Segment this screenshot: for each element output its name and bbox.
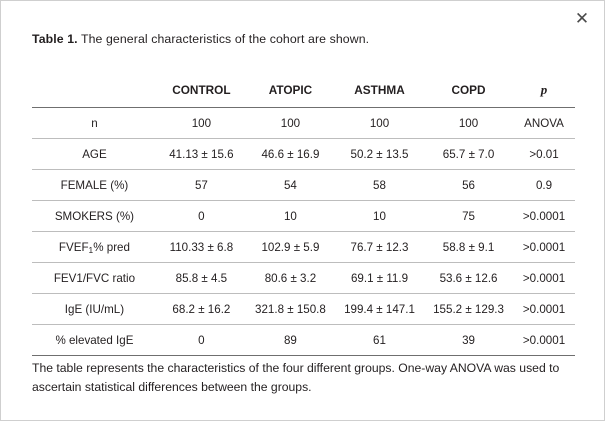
cell-atopic: 100 (246, 108, 335, 139)
table-row (32, 294, 575, 325)
cell-asthma: 76.7 ± 12.3 (335, 232, 424, 263)
table-row (32, 201, 575, 232)
cell-copd: 100 (424, 108, 513, 139)
cell-copd: 75 (424, 201, 513, 232)
column-header-p: p (513, 73, 575, 108)
row-label: % elevated IgE (32, 325, 157, 356)
row-label-post: % pred (93, 240, 130, 254)
cell-control: 57 (157, 170, 246, 201)
row-label (32, 232, 157, 263)
cell-atopic: 46.6 ± 16.9 (246, 139, 335, 170)
row-label: AGE (32, 139, 157, 170)
cell-atopic: 54 (246, 170, 335, 201)
close-icon[interactable]: ✕ (574, 9, 590, 28)
cell-asthma: 69.1 ± 11.9 (335, 263, 424, 294)
cell-copd: 53.6 ± 12.6 (424, 263, 513, 294)
cell-atopic: 89 (246, 325, 335, 356)
cell-atopic: 321.8 ± 150.8 (246, 294, 335, 325)
cell-asthma: 50.2 ± 13.5 (335, 139, 424, 170)
table-row (32, 325, 575, 356)
cell-copd: 39 (424, 325, 513, 356)
cell-atopic: 80.6 ± 3.2 (246, 263, 335, 294)
cell-control: 85.8 ± 4.5 (157, 263, 246, 294)
cell-copd: 155.2 ± 129.3 (424, 294, 513, 325)
characteristics-table (32, 73, 575, 356)
row-label: IgE (IU/mL) (32, 294, 157, 325)
table-caption-text: The general characteristics of the cohort are shown. (77, 32, 370, 46)
cell-control: 68.2 ± 16.2 (157, 294, 246, 325)
row-label: FEMALE (%) (32, 170, 157, 201)
characteristics-table-wrapper (32, 73, 575, 356)
cell-asthma: 58 (335, 170, 424, 201)
cell-copd: 65.7 ± 7.0 (424, 139, 513, 170)
row-label: n (32, 108, 157, 139)
cell-copd: 58.8 ± 9.1 (424, 232, 513, 263)
cell-atopic: 10 (246, 201, 335, 232)
column-header-atopic: ATOPIC (246, 73, 335, 108)
row-label-subscript: 1 (88, 244, 94, 255)
column-header-control: CONTROL (157, 73, 246, 108)
table-row (32, 170, 575, 201)
cell-p: ANOVA (513, 108, 575, 139)
cell-p: >0.0001 (513, 201, 575, 232)
table-row (32, 232, 575, 263)
cell-p: >0.0001 (513, 263, 575, 294)
cell-control: 100 (157, 108, 246, 139)
cell-atopic: 102.9 ± 5.9 (246, 232, 335, 263)
table-head (32, 73, 575, 108)
cell-p: >0.0001 (513, 325, 575, 356)
table-footnote: The table represents the characteristics of the four different groups. One-way ANOVA was used to ascertain statistical differences between the groups. (32, 361, 560, 394)
cell-p: 0.9 (513, 170, 575, 201)
cell-asthma: 100 (335, 108, 424, 139)
cell-asthma: 199.4 ± 147.1 (335, 294, 424, 325)
row-label: SMOKERS (%) (32, 201, 157, 232)
table-row (32, 263, 575, 294)
table-caption (32, 32, 564, 46)
table-row (32, 139, 575, 170)
cell-asthma: 61 (335, 325, 424, 356)
table-row (32, 108, 575, 139)
column-header-asthma: ASTHMA (335, 73, 424, 108)
table-header-row (32, 73, 575, 108)
row-label-pre: FVEF (58, 240, 89, 254)
cell-control: 110.33 ± 6.8 (157, 232, 246, 263)
table-caption-label: Table 1. (32, 32, 78, 46)
row-label: FEV1/FVC ratio (32, 263, 157, 294)
cell-p: >0.01 (513, 139, 575, 170)
cell-control: 0 (157, 201, 246, 232)
cell-p: >0.0001 (513, 294, 575, 325)
cell-control: 0 (157, 325, 246, 356)
cell-p: >0.0001 (513, 232, 575, 263)
table-body (32, 108, 575, 356)
cell-asthma: 10 (335, 201, 424, 232)
column-header-rowlabel (32, 73, 157, 108)
cell-control: 41.13 ± 15.6 (157, 139, 246, 170)
column-header-copd: COPD (424, 73, 513, 108)
cell-copd: 56 (424, 170, 513, 201)
